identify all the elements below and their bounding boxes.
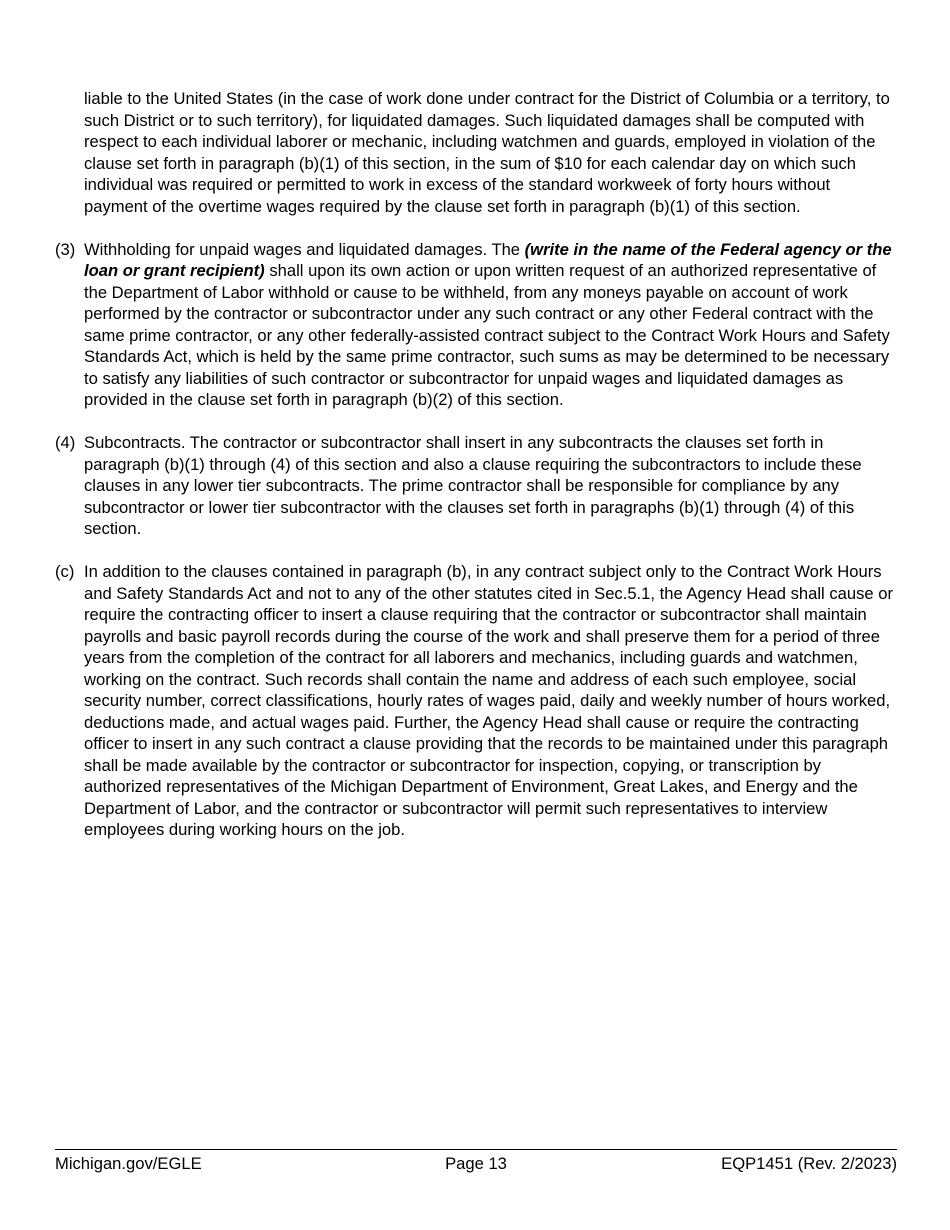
item-label: (4) (55, 433, 76, 452)
paragraph-item-3 (55, 239, 897, 411)
document-body (55, 88, 897, 862)
page-footer (55, 1149, 897, 1179)
paragraph-text: liable to the United States (in the case of work done under contract for the District of Columbia or a territory, to such District or to such territory), for liquidated damages. Such liquidated damages shall be computed with respect to each individual laborer or mechanic, including watchmen and guards, employed in violation of the clause set forth in paragraph (b)(1) of this section, in the sum of $10 for each calendar day on which such individual was required or permitted to work in excess of the standard workweek of forty hours without payment of the overtime wages required by the clause set forth in paragraph (b)(1) of this section. (84, 89, 890, 216)
fill-in-instruction: (write in the name of the Federal agency or the loan or grant recipient) (84, 239, 892, 280)
paragraph-item-4 (55, 432, 897, 540)
footer-website: Michigan.gov/EGLE (55, 1154, 202, 1173)
page-number: Page 13 (445, 1154, 507, 1173)
form-number: EQP1451 (Rev. 2/2023) (721, 1154, 897, 1173)
item-label: (3) (55, 239, 76, 259)
item-label: (c) (55, 562, 75, 581)
paragraph-continuation (55, 88, 897, 217)
paragraph-item-c (55, 561, 897, 841)
paragraph-text: shall upon its own action or upon written request of an authorized representative of the Department of Labor withhold or cause to be withheld, from any moneys payable on account of work performed by the contractor or subcontractor under any such contract or any other Federal contract with the same prime contractor, or any other federally-assisted contract subject to the Contract Work Hours and Safety Standards Act, which is held by the same prime contractor, such sums as may be determined to be necessary to satisfy any liabilities of such contractor or subcontractor for unpaid wages and liquidated damages as provided in the clause set forth in paragraph (b)(2) of this section. (84, 261, 890, 409)
paragraph-text: In addition to the clauses contained in paragraph (b), in any contract subject only to the Contract Work Hours and Safety Standards Act and not to any of the other statutes cited in Sec.5.1, the Agency Head shall cause or require the contracting officer to insert a clause requiring that the contractor or subcontractor shall maintain payrolls and basic payroll records during the course of the work and shall preserve them for a period of three years from the completion of the contract for all laborers and mechanics, including guards and watchmen, working on the contract. Such records shall contain the name and address of each such employee, social security number, correct classifications, hourly rates of wages paid, daily and weekly number of hours worked, deductions made, and actual wages paid. Further, the Agency Head shall cause or require the contracting officer to insert in any such contract a clause providing that the records to be maintained under this paragraph shall be made available by the contractor or subcontractor for inspection, copying, or transcription by authorized representatives of the Michigan Department of Environment, Great Lakes, and Energy and the Department of Labor, and the contractor or subcontractor will permit such representatives to interview employees during working hours on the job. (84, 562, 894, 839)
paragraph-text: Subcontracts. The contractor or subcontractor shall insert in any subcontracts the clauses set forth in paragraph (b)(1) through (4) of this section and also a clause requiring the subcontractors to include these clauses in any lower tier subcontracts. The prime contractor shall be responsible for compliance by any subcontractor or lower tier subcontractor with the clauses set forth in paragraphs (b)(1) through (4) of this section. (84, 433, 862, 538)
paragraph-text: Withholding for unpaid wages and liquidated damages. The (84, 239, 525, 259)
